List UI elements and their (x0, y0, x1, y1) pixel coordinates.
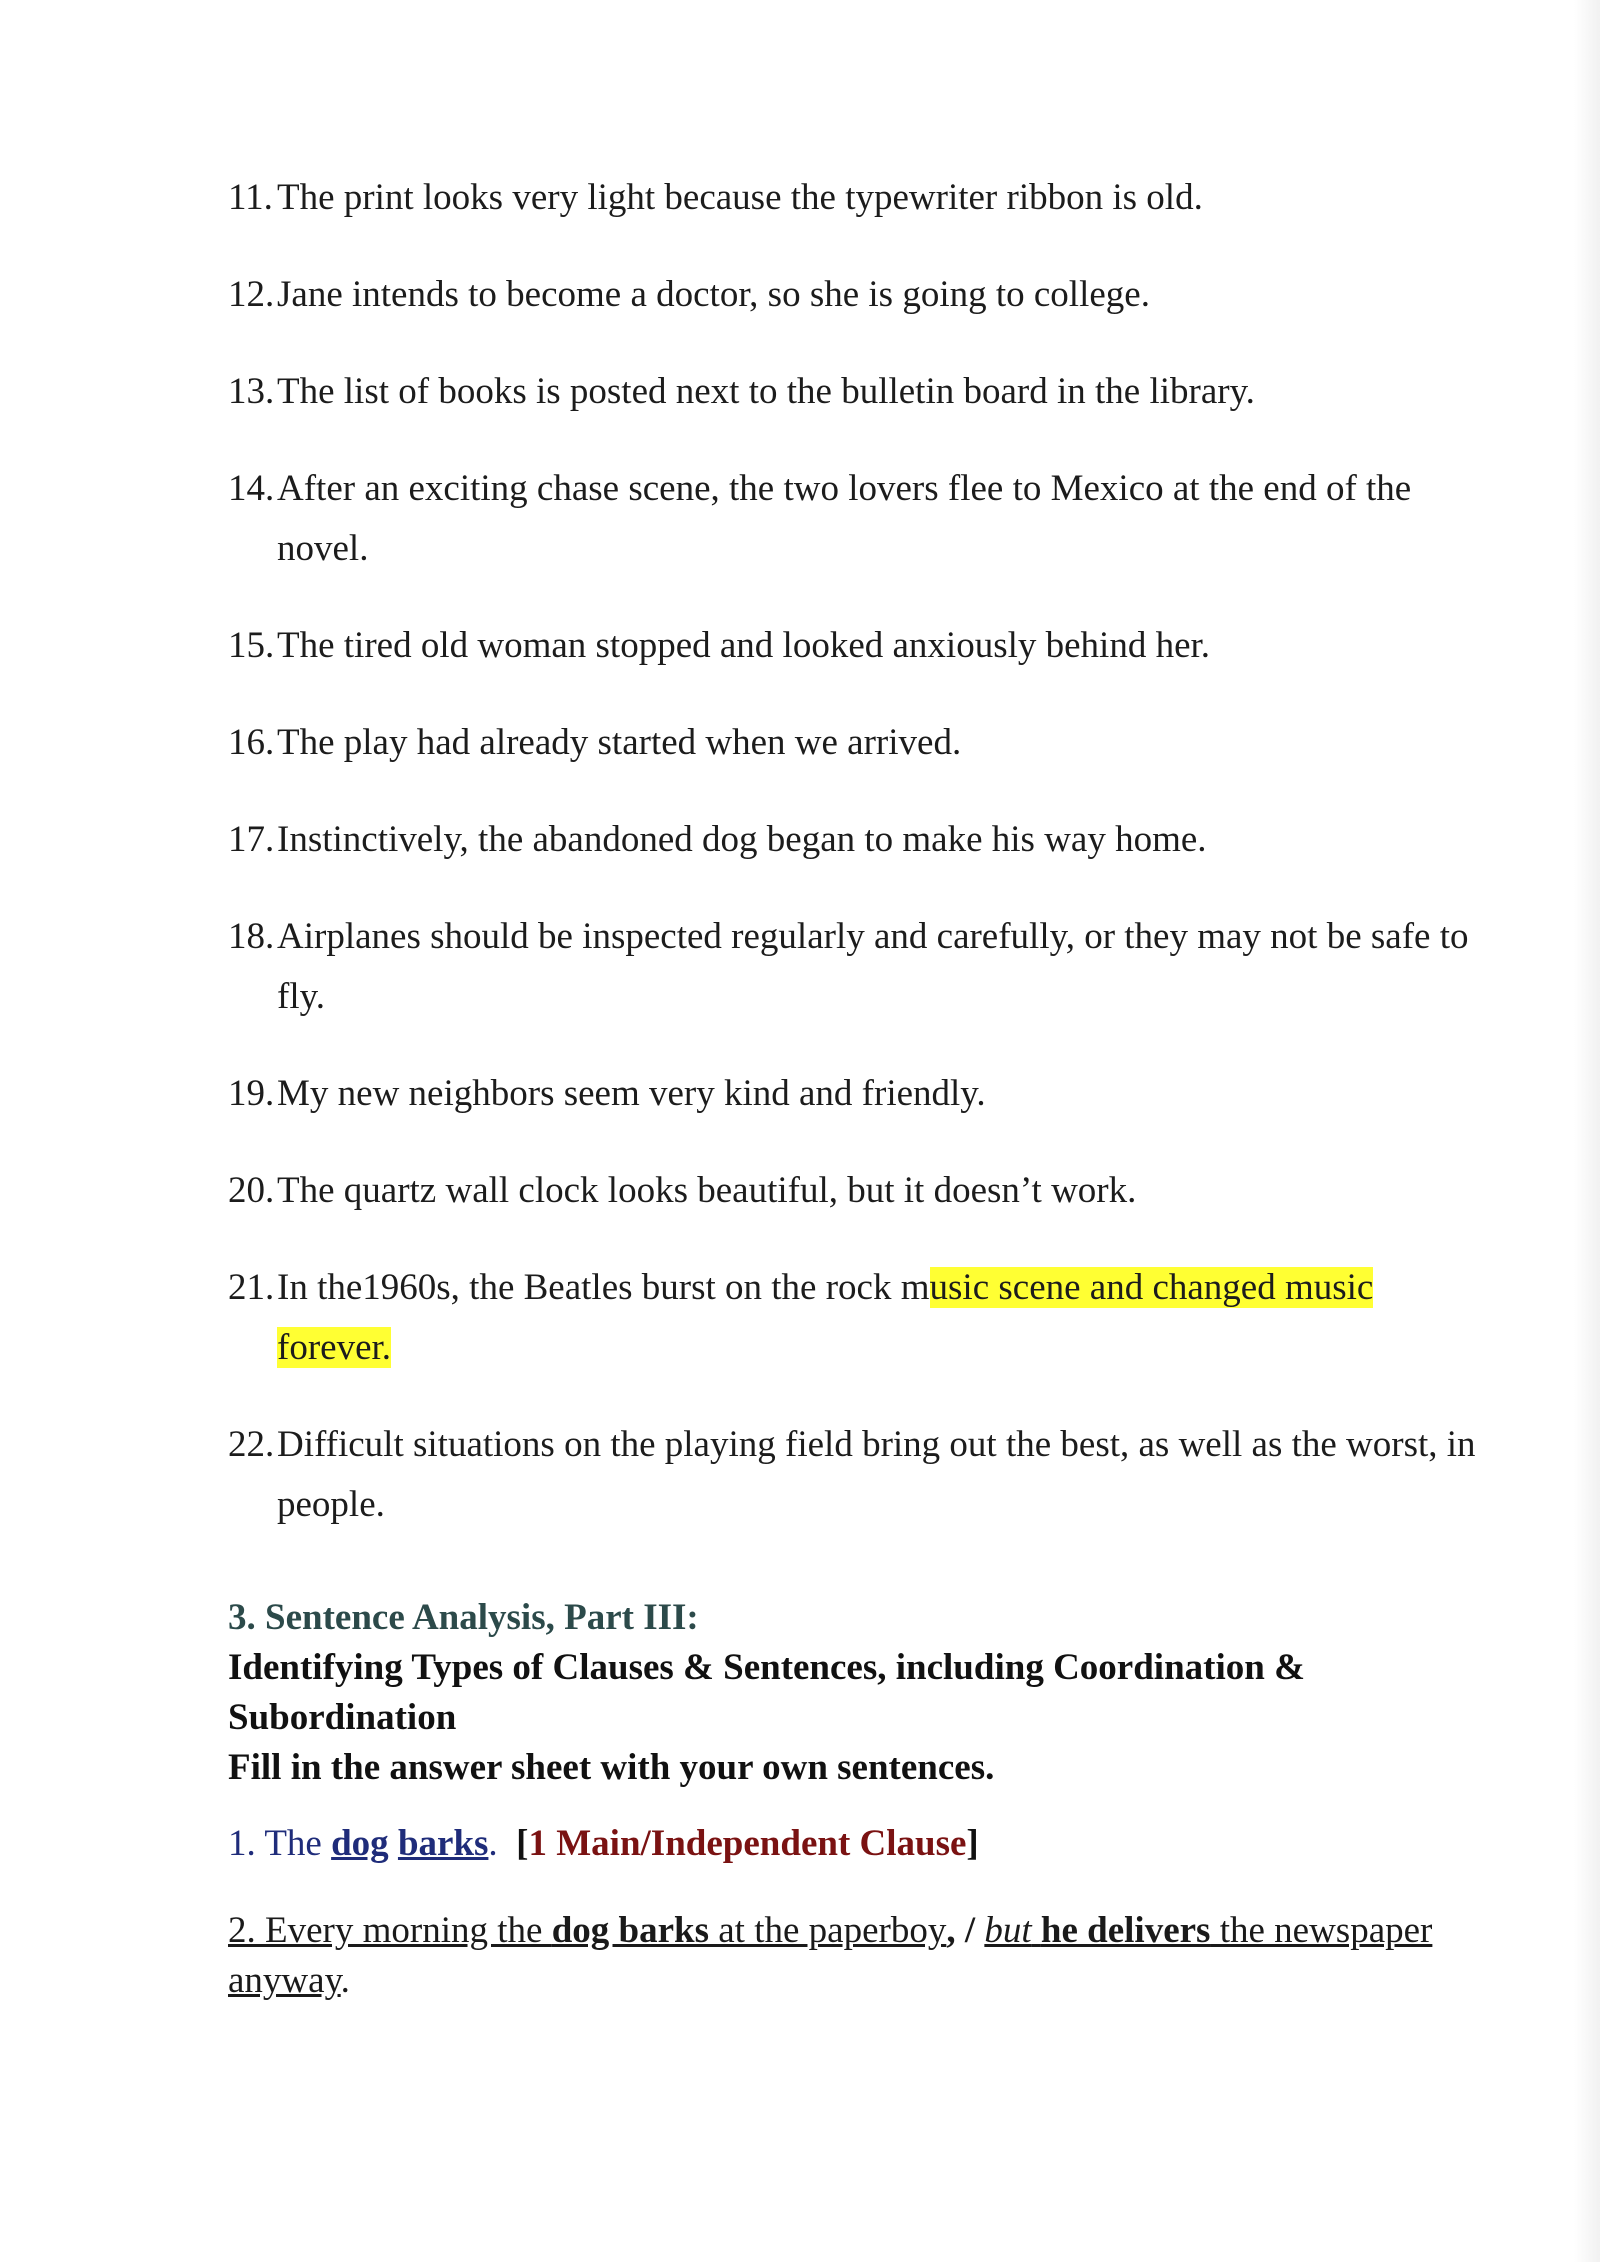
item-text: Instinctively, the abandoned dog began to make his way home. (277, 819, 1207, 860)
item-text: Difficult situations on the playing field bring out the best, as well as the worst, in people. (277, 1424, 1476, 1525)
item-number: 14. (228, 468, 275, 509)
list-item (228, 1415, 1478, 1535)
section-instruction: Fill in the answer sheet with your own sentences. (228, 1747, 995, 1788)
list-item (228, 459, 1478, 579)
clause-text: 2. Every morning the (228, 1910, 552, 1951)
item-number: 16. (228, 722, 275, 763)
list-item (228, 907, 1478, 1027)
example-period: . (488, 1823, 498, 1864)
section-title: 3. Sentence Analysis, Part III: (228, 1597, 699, 1638)
item-number: 12. (228, 274, 275, 315)
item-number: 21. (228, 1267, 275, 1308)
item-text: My new neighbors seem very kind and friendly. (277, 1073, 986, 1114)
example-sentence-2 (228, 1906, 1478, 2006)
clause-text: the newspaper anyway (228, 1910, 1433, 2001)
page-edge-shadow (1574, 0, 1600, 2262)
item-text-plain: In the1960s, the Beatles burst on the rock m (277, 1267, 930, 1308)
list-item (228, 616, 1478, 676)
item-number: 17. (228, 819, 275, 860)
item-number: 11. (228, 177, 273, 218)
example-period: . (340, 1960, 350, 2001)
list-item (228, 265, 1478, 325)
item-text: Jane intends to become a doctor, so she is going to college. (277, 274, 1150, 315)
subject-verb: dog barks (551, 1910, 709, 1951)
section-subtitle: Identifying Types of Clauses & Sentences, including Coordination & Subordination (228, 1647, 1305, 1738)
list-item (228, 362, 1478, 422)
clause-space (1032, 1910, 1041, 1951)
subject-verb: he delivers (1040, 1910, 1211, 1951)
list-item (228, 713, 1478, 773)
item-text: The print looks very light because the typewriter ribbon is old. (277, 177, 1203, 218)
verb-word: barks (397, 1823, 489, 1864)
item-number: 22. (228, 1424, 275, 1465)
conjunction: but (984, 1910, 1032, 1951)
exercise-list (228, 168, 1478, 1535)
list-item (228, 1064, 1478, 1124)
clause-separator: , / (946, 1910, 985, 1951)
item-text: After an exciting chase scene, the two lovers flee to Mexico at the end of the novel. (277, 468, 1412, 569)
example-sentence-1 (228, 1819, 1478, 1869)
subject-word: dog (331, 1823, 389, 1864)
item-text: The list of books is posted next to the bulletin board in the library. (277, 371, 1255, 412)
item-text: The quartz wall clock looks beautiful, but it doesn’t work. (277, 1170, 1137, 1211)
item-text: The tired old woman stopped and looked anxiously behind her. (277, 625, 1211, 666)
clause-label: 1 Main/Independent Clause (528, 1823, 967, 1864)
bracket-close: ] (966, 1823, 979, 1864)
list-item (228, 1258, 1478, 1378)
section-heading-block (228, 1593, 1478, 1793)
item-number: 13. (228, 371, 275, 412)
list-item (228, 168, 1478, 228)
example-prefix: 1. The (228, 1823, 332, 1864)
item-text: The play had already started when we arrived. (277, 722, 962, 763)
list-item (228, 1161, 1478, 1221)
bracket-open: [ (516, 1823, 529, 1864)
document-page (228, 168, 1478, 2006)
item-text: Airplanes should be inspected regularly and carefully, or they may not be safe to fly. (277, 916, 1469, 1017)
list-item (228, 810, 1478, 870)
clause-text: at the paperboy (709, 1910, 947, 1951)
item-number: 18. (228, 916, 275, 957)
item-text (277, 1267, 1373, 1368)
item-number: 19. (228, 1073, 275, 1114)
item-number: 15. (228, 625, 275, 666)
item-number: 20. (228, 1170, 275, 1211)
highlighted-text: usic scene and changed music forever. (277, 1267, 1374, 1368)
